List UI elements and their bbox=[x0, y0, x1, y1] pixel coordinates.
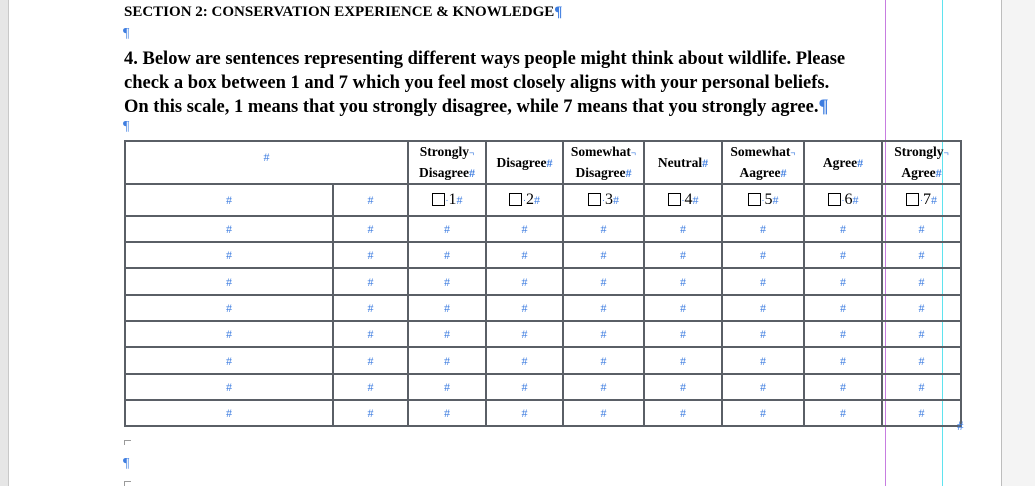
line-break-mark: ¬ bbox=[943, 147, 949, 158]
scale-number: 2 bbox=[526, 191, 534, 208]
cell-end-mark: # bbox=[226, 327, 232, 341]
cell-end-mark: # bbox=[521, 353, 528, 368]
header-label: Agree bbox=[822, 154, 858, 170]
rating-cell[interactable] bbox=[804, 216, 882, 242]
rating-cell[interactable] bbox=[563, 295, 644, 321]
scale-number: 3 bbox=[605, 191, 613, 208]
cell-end-mark: # bbox=[367, 406, 374, 420]
rating-cell[interactable] bbox=[486, 216, 563, 242]
rating-cell[interactable] bbox=[408, 295, 486, 321]
cell-end-mark: # bbox=[760, 301, 766, 315]
empty-paragraph-mark[interactable]: ¶ bbox=[123, 119, 130, 134]
cell-end-mark: # bbox=[760, 222, 766, 236]
rating-cell[interactable] bbox=[563, 400, 644, 426]
cell-end-mark: # bbox=[840, 274, 846, 289]
scale-option-2[interactable] bbox=[486, 184, 563, 216]
rating-cell[interactable] bbox=[882, 347, 961, 374]
statement-row bbox=[125, 347, 961, 374]
cell-end-mark: # bbox=[521, 327, 528, 341]
rating-cell[interactable] bbox=[722, 400, 804, 426]
statement-code-cell[interactable] bbox=[333, 295, 408, 321]
cell-end-mark: # bbox=[600, 406, 607, 420]
cell-end-mark: # bbox=[760, 274, 766, 289]
cell-end-mark: # bbox=[521, 380, 528, 394]
cell-end-mark: # bbox=[226, 301, 232, 315]
cell-end-mark: # bbox=[600, 353, 607, 368]
cell-end-mark: # bbox=[226, 353, 232, 368]
checkbox-icon[interactable] bbox=[588, 193, 601, 206]
statement-row bbox=[125, 216, 961, 242]
rating-cell[interactable] bbox=[563, 242, 644, 268]
cell-end-mark: # bbox=[840, 353, 846, 368]
scale-number: 5 bbox=[764, 191, 773, 208]
rating-cell[interactable] bbox=[408, 347, 486, 374]
rating-cell[interactable] bbox=[408, 321, 486, 347]
line-break-mark: ¬ bbox=[469, 147, 475, 158]
cell-end-mark: # bbox=[226, 380, 232, 394]
space-mark: · bbox=[681, 195, 685, 206]
cell-end-mark: # bbox=[918, 301, 925, 315]
checkbox-icon[interactable] bbox=[668, 193, 681, 206]
rating-cell[interactable] bbox=[563, 216, 644, 242]
header-label: Somewhat bbox=[730, 144, 791, 160]
table-end-mark: # bbox=[957, 418, 964, 433]
cell-end-mark: # bbox=[702, 155, 709, 170]
cell-end-mark: # bbox=[760, 248, 766, 262]
cell-end-mark: # bbox=[226, 406, 232, 420]
statement-row bbox=[125, 295, 961, 321]
cell-end-mark: # bbox=[600, 380, 607, 394]
rating-cell[interactable] bbox=[408, 400, 486, 426]
rating-cell[interactable] bbox=[804, 321, 882, 347]
cell-end-mark: # bbox=[444, 353, 450, 368]
cell-end-mark: # bbox=[367, 380, 374, 394]
rating-cell[interactable] bbox=[408, 216, 486, 242]
statement-cell[interactable] bbox=[125, 184, 333, 216]
rating-cell[interactable] bbox=[722, 321, 804, 347]
space-mark: · bbox=[841, 195, 845, 206]
rating-cell[interactable] bbox=[804, 268, 882, 295]
cell-end-mark: # bbox=[840, 222, 846, 236]
cell-end-mark: # bbox=[840, 406, 846, 420]
cell-end-mark: # bbox=[534, 193, 540, 207]
statement-code-cell[interactable] bbox=[333, 347, 408, 374]
header-label: Strongly bbox=[894, 144, 944, 160]
statement-cell[interactable] bbox=[125, 242, 333, 268]
cell-end-mark: # bbox=[772, 193, 779, 207]
cell-end-mark: # bbox=[918, 274, 925, 289]
rating-cell[interactable] bbox=[882, 400, 961, 426]
rating-cell[interactable] bbox=[408, 374, 486, 400]
rating-cell[interactable] bbox=[644, 216, 722, 242]
cell-end-mark: # bbox=[444, 274, 450, 289]
statement-code-cell[interactable] bbox=[333, 184, 408, 216]
cell-end-mark: # bbox=[918, 406, 925, 420]
cell-end-mark: # bbox=[918, 248, 925, 262]
cell-end-mark: # bbox=[840, 301, 846, 315]
statement-header-cell[interactable] bbox=[125, 141, 408, 184]
cell-end-mark: # bbox=[760, 327, 766, 341]
rating-cell[interactable] bbox=[644, 242, 722, 268]
scale-header-1[interactable] bbox=[408, 141, 486, 184]
cell-end-mark: # bbox=[852, 193, 859, 207]
header-label: Strongly bbox=[419, 144, 470, 160]
statement-cell[interactable] bbox=[125, 347, 333, 374]
rating-cell[interactable] bbox=[644, 321, 722, 347]
cell-end-mark: # bbox=[226, 248, 232, 262]
rating-cell[interactable] bbox=[804, 400, 882, 426]
cell-end-mark: # bbox=[600, 248, 607, 262]
cell-end-mark: # bbox=[600, 301, 607, 315]
cell-end-mark: # bbox=[444, 301, 450, 315]
space-mark: · bbox=[761, 195, 765, 206]
header-label: Aagree bbox=[739, 164, 781, 180]
scale-option-5[interactable] bbox=[722, 184, 804, 216]
cell-end-mark: # bbox=[226, 193, 232, 207]
scale-header-6[interactable] bbox=[804, 141, 882, 184]
checkbox-row bbox=[125, 184, 961, 216]
statement-code-cell[interactable] bbox=[333, 242, 408, 268]
rating-cell[interactable] bbox=[644, 374, 722, 400]
cell-end-mark: # bbox=[613, 193, 619, 207]
cell-end-mark: # bbox=[840, 380, 846, 394]
rating-cell[interactable] bbox=[882, 242, 961, 268]
question-line-3-text: On this scale, 1 means that you strongly disagree, while 7 means that you strongly agree. bbox=[124, 97, 819, 117]
space-mark: · bbox=[602, 195, 605, 206]
question-line-1: 4. Below are sentences representing different ways people might think about wildlife. Please bbox=[124, 49, 846, 69]
cell-end-mark: # bbox=[444, 406, 450, 420]
header-label: Disagree bbox=[419, 164, 469, 180]
cell-end-mark: # bbox=[600, 327, 607, 341]
cell-end-mark: # bbox=[680, 327, 686, 341]
cell-end-mark: # bbox=[918, 380, 925, 394]
cell-end-mark: # bbox=[521, 222, 528, 236]
statement-row bbox=[125, 374, 961, 400]
rating-cell[interactable] bbox=[486, 268, 563, 295]
checkbox-icon[interactable] bbox=[906, 193, 919, 206]
rating-cell[interactable] bbox=[804, 374, 882, 400]
cell-end-mark: # bbox=[521, 301, 528, 315]
scale-option-6[interactable] bbox=[804, 184, 882, 216]
pilcrow-mark: ¶ bbox=[554, 4, 563, 20]
statement-cell[interactable] bbox=[125, 400, 333, 426]
line-break-mark: ¬ bbox=[790, 147, 796, 158]
space-mark: · bbox=[523, 195, 526, 206]
statement-cell[interactable] bbox=[125, 295, 333, 321]
statement-code-cell[interactable] bbox=[333, 374, 408, 400]
rating-cell[interactable] bbox=[722, 268, 804, 295]
cell-end-mark: # bbox=[692, 193, 699, 207]
statement-cell[interactable] bbox=[125, 216, 333, 242]
question-line-3 bbox=[124, 95, 894, 119]
cell-end-mark: # bbox=[263, 150, 270, 164]
statement-cell[interactable] bbox=[125, 321, 333, 347]
likert-scale-table bbox=[124, 140, 962, 427]
cell-end-mark: # bbox=[680, 274, 686, 289]
cell-end-mark: # bbox=[469, 165, 475, 180]
rating-cell[interactable] bbox=[882, 216, 961, 242]
scale-header-7[interactable] bbox=[882, 141, 961, 184]
cell-end-mark: # bbox=[600, 274, 607, 289]
empty-paragraph-mark[interactable]: ¶ bbox=[123, 456, 130, 471]
cell-end-mark: # bbox=[367, 222, 374, 236]
statement-row bbox=[125, 321, 961, 347]
rating-cell[interactable] bbox=[486, 400, 563, 426]
cell-end-mark: # bbox=[367, 193, 374, 207]
cell-end-mark: # bbox=[931, 193, 937, 207]
checkbox-icon[interactable] bbox=[828, 193, 841, 206]
rating-cell[interactable] bbox=[486, 347, 563, 374]
scale-header-2[interactable] bbox=[486, 141, 563, 184]
scale-header-4[interactable] bbox=[644, 141, 722, 184]
cell-end-mark: # bbox=[521, 406, 528, 420]
cell-end-mark: # bbox=[444, 222, 450, 236]
cell-end-mark: # bbox=[918, 353, 925, 368]
rating-cell[interactable] bbox=[563, 268, 644, 295]
cell-end-mark: # bbox=[600, 222, 607, 236]
rating-cell[interactable] bbox=[563, 374, 644, 400]
scale-header-3[interactable] bbox=[563, 141, 644, 184]
statement-code-cell[interactable] bbox=[333, 400, 408, 426]
scale-header-5[interactable] bbox=[722, 141, 804, 184]
cell-end-mark: # bbox=[680, 406, 686, 420]
rating-cell[interactable] bbox=[644, 268, 722, 295]
scale-number: 6 bbox=[844, 191, 853, 208]
checkbox-icon[interactable] bbox=[748, 193, 761, 206]
rating-cell[interactable] bbox=[563, 321, 644, 347]
empty-paragraph-mark[interactable]: ¶ bbox=[123, 26, 130, 41]
cell-end-mark: # bbox=[367, 248, 374, 262]
space-mark: · bbox=[445, 195, 449, 206]
rating-cell[interactable] bbox=[804, 295, 882, 321]
statement-cell[interactable] bbox=[125, 374, 333, 400]
question-line-2: check a box between 1 and 7 which you feel most closely aligns with your personal beliefs. bbox=[124, 73, 830, 93]
cell-end-mark: # bbox=[226, 274, 232, 289]
header-label: Disagree bbox=[496, 154, 547, 170]
cell-end-mark: # bbox=[680, 301, 686, 315]
rating-cell[interactable] bbox=[882, 374, 961, 400]
statement-row bbox=[125, 242, 961, 268]
scale-number: 4 bbox=[684, 191, 693, 208]
question-paragraph[interactable] bbox=[124, 47, 894, 119]
rating-cell[interactable] bbox=[486, 295, 563, 321]
rating-cell[interactable] bbox=[722, 347, 804, 374]
header-label: Somewhat bbox=[570, 144, 631, 160]
cell-end-mark: # bbox=[444, 380, 450, 394]
rating-cell[interactable] bbox=[408, 268, 486, 295]
text-frame-corner bbox=[124, 481, 131, 486]
cell-end-mark: # bbox=[760, 380, 766, 394]
rating-cell[interactable] bbox=[486, 242, 563, 268]
cell-end-mark: # bbox=[840, 327, 846, 341]
checkbox-icon[interactable] bbox=[509, 193, 522, 206]
pilcrow-mark: ¶ bbox=[818, 97, 829, 117]
rating-cell[interactable] bbox=[644, 295, 722, 321]
statement-row bbox=[125, 268, 961, 295]
left-margin-strip bbox=[0, 0, 9, 486]
scale-option-4[interactable] bbox=[644, 184, 722, 216]
rating-cell[interactable] bbox=[804, 347, 882, 374]
pasteboard-area bbox=[1002, 0, 1035, 486]
rating-cell[interactable] bbox=[644, 400, 722, 426]
cell-end-mark: # bbox=[444, 327, 450, 341]
cell-end-mark: # bbox=[444, 248, 450, 262]
text-frame-corner bbox=[124, 440, 131, 445]
line-break-mark: ¬ bbox=[630, 147, 637, 158]
cell-end-mark: # bbox=[680, 222, 686, 236]
cell-end-mark: # bbox=[680, 353, 686, 368]
rating-cell[interactable] bbox=[722, 242, 804, 268]
rating-cell[interactable] bbox=[486, 374, 563, 400]
scale-option-3[interactable] bbox=[563, 184, 644, 216]
header-label: Neutral bbox=[657, 154, 703, 170]
statement-code-cell[interactable] bbox=[333, 268, 408, 295]
rating-cell[interactable] bbox=[804, 242, 882, 268]
scale-number: 7 bbox=[923, 191, 931, 208]
rating-cell[interactable] bbox=[882, 321, 961, 347]
cell-end-mark: # bbox=[760, 353, 766, 368]
cell-end-mark: # bbox=[456, 193, 463, 207]
rating-cell[interactable] bbox=[722, 374, 804, 400]
cell-end-mark: # bbox=[367, 327, 374, 341]
cell-end-mark: # bbox=[226, 222, 232, 236]
statement-cell[interactable] bbox=[125, 268, 333, 295]
cell-end-mark: # bbox=[367, 353, 374, 368]
cell-end-mark: # bbox=[367, 301, 374, 315]
checkbox-icon[interactable] bbox=[432, 193, 445, 206]
scale-option-7[interactable] bbox=[882, 184, 961, 216]
rating-cell[interactable] bbox=[882, 268, 961, 295]
cell-end-mark: # bbox=[367, 274, 374, 289]
cell-end-mark: # bbox=[857, 155, 864, 170]
cell-end-mark: # bbox=[780, 165, 787, 180]
cell-end-mark: # bbox=[680, 380, 686, 394]
rating-cell[interactable] bbox=[563, 347, 644, 374]
cell-end-mark: # bbox=[840, 248, 846, 262]
rating-cell[interactable] bbox=[486, 321, 563, 347]
cell-end-mark: # bbox=[521, 248, 528, 262]
statement-code-cell[interactable] bbox=[333, 321, 408, 347]
rating-cell[interactable] bbox=[722, 295, 804, 321]
cell-end-mark: # bbox=[521, 274, 528, 289]
scale-number: 1 bbox=[448, 191, 457, 208]
cell-end-mark: # bbox=[918, 327, 925, 341]
space-mark: · bbox=[920, 195, 923, 206]
section-title[interactable] bbox=[124, 4, 562, 21]
cell-end-mark: # bbox=[680, 248, 686, 262]
statement-row bbox=[125, 400, 961, 426]
cell-end-mark: # bbox=[546, 155, 553, 170]
section-title-text: SECTION 2: CONSERVATION EXPERIENCE & KNOWLEDGE bbox=[124, 4, 555, 20]
header-label: Disagree bbox=[575, 164, 626, 180]
rating-cell[interactable] bbox=[644, 347, 722, 374]
cell-end-mark: # bbox=[935, 165, 942, 180]
scale-option-1[interactable] bbox=[408, 184, 486, 216]
header-label: Agree bbox=[901, 164, 936, 180]
cell-end-mark: # bbox=[918, 222, 925, 236]
statement-code-cell[interactable] bbox=[333, 216, 408, 242]
rating-cell[interactable] bbox=[408, 242, 486, 268]
rating-cell[interactable] bbox=[722, 216, 804, 242]
rating-cell[interactable] bbox=[882, 295, 961, 321]
header-row bbox=[125, 141, 961, 184]
cell-end-mark: # bbox=[760, 406, 766, 420]
cell-end-mark: # bbox=[625, 165, 632, 180]
